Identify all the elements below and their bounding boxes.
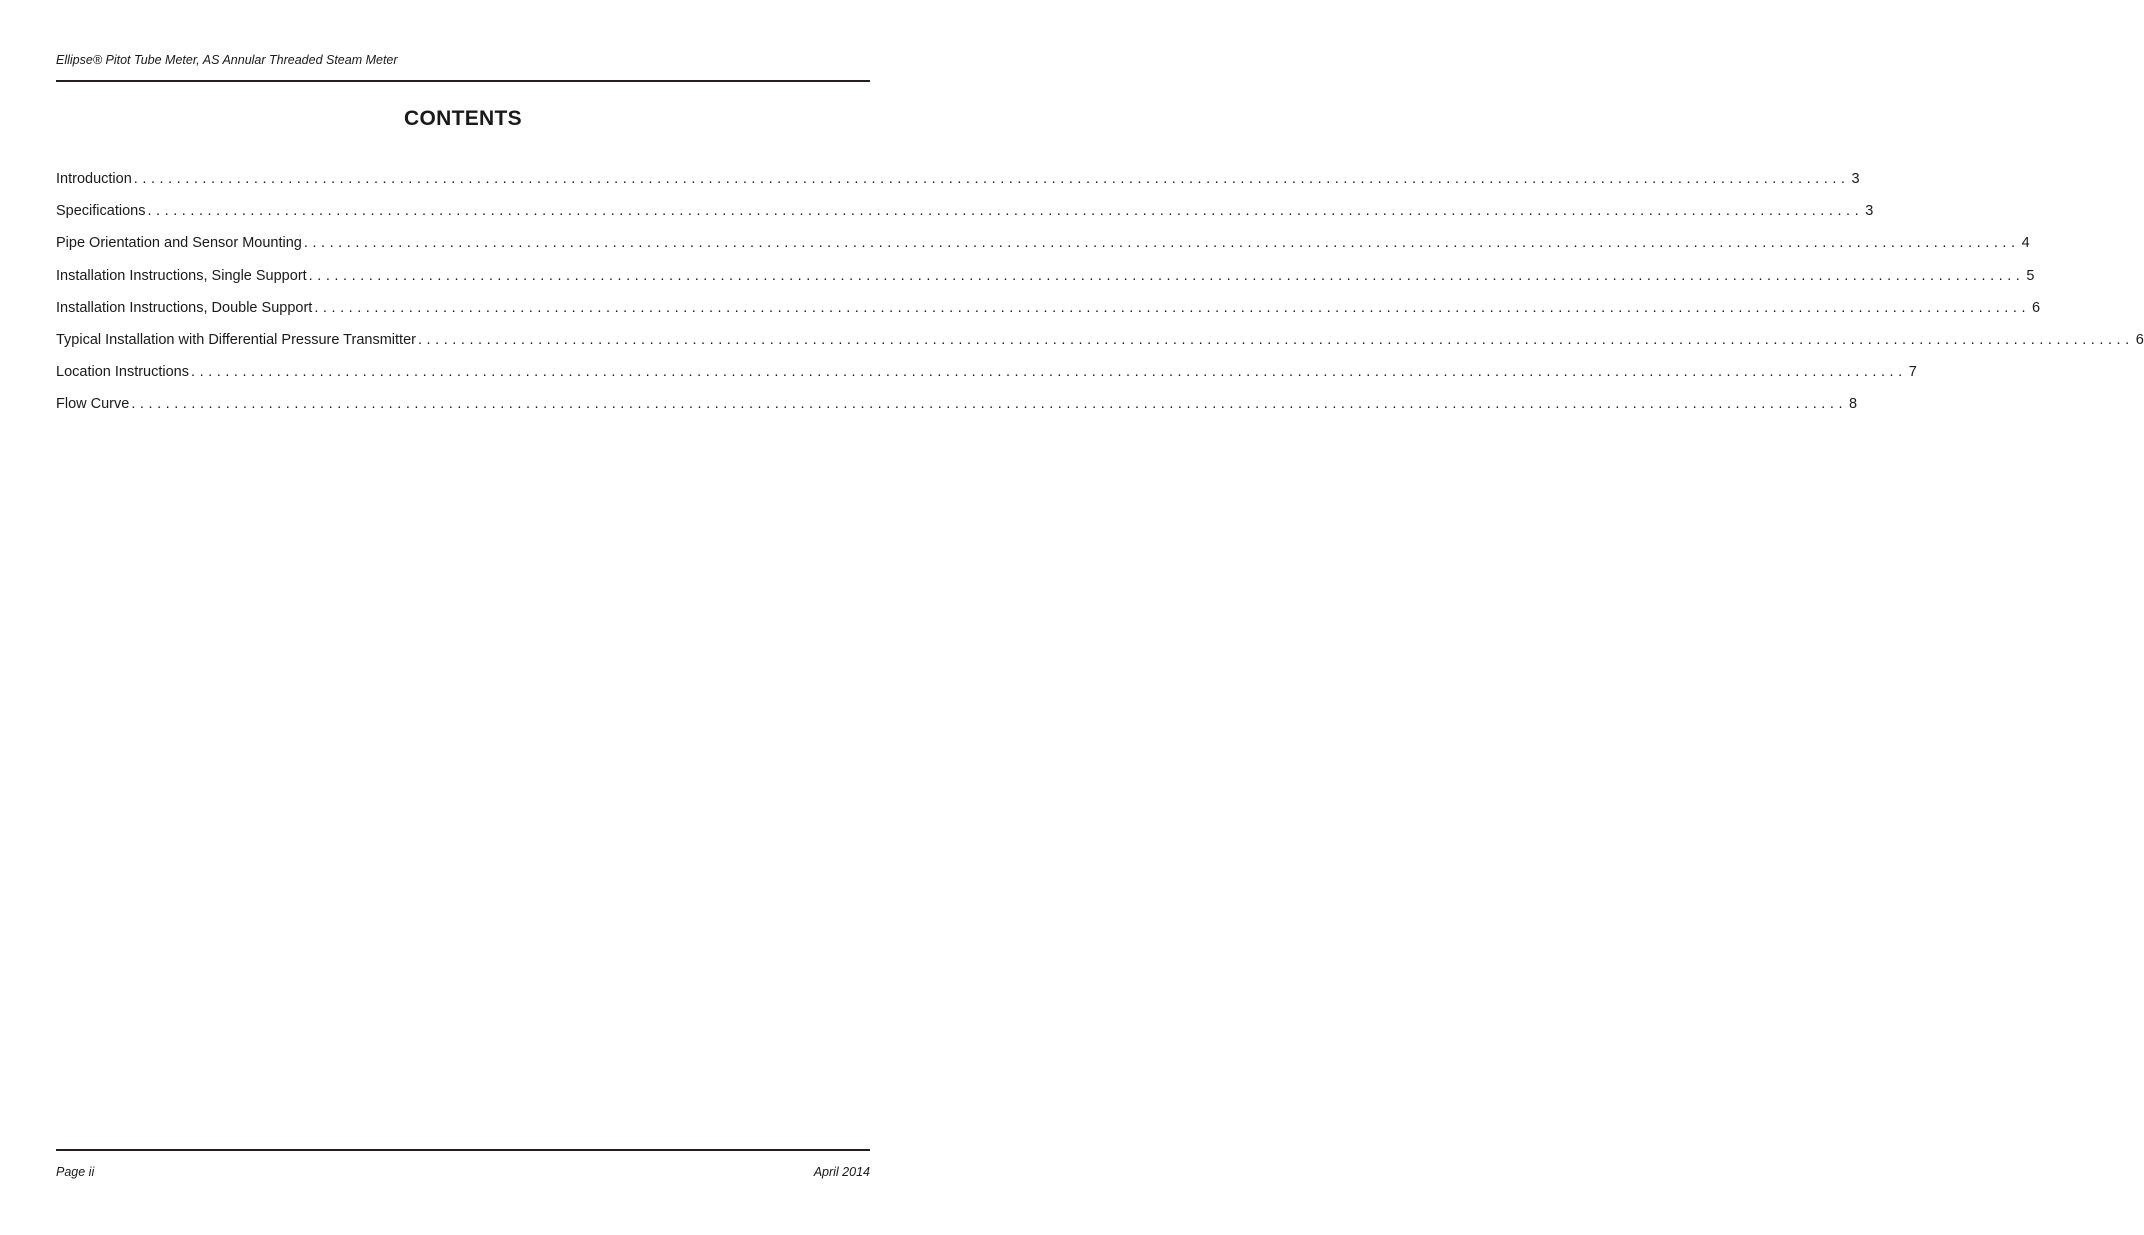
toc-entry-single-support[interactable]	[56, 267, 2035, 300]
toc-entry-label: Installation Instructions, Single Support	[56, 267, 307, 284]
toc-leader-dots: ........................................................................................................................................................................................................	[308, 267, 2025, 284]
toc-entry-location-instructions[interactable]	[56, 364, 1917, 396]
toc-leader-dots: ........................................................................................................................................................................................................	[191, 364, 1907, 381]
toc-entry-page: 3	[1851, 171, 1860, 187]
toc-leader-dots: ........................................................................................................................................................................................................	[314, 299, 2031, 316]
toc-entry-label: Introduction	[56, 171, 132, 187]
toc-leader-dots: ........................................................................................................................................................................................................	[147, 203, 1864, 220]
footer-rule	[56, 1149, 870, 1151]
header-rule	[56, 80, 870, 82]
contents-heading: CONTENTS	[404, 107, 522, 130]
toc-entry-page: 3	[1865, 203, 1874, 220]
toc-entry-page: 8	[1849, 396, 1858, 413]
toc-entry-label: Flow Curve	[56, 396, 130, 413]
toc-entry-label: Specifications	[56, 203, 146, 220]
toc-entry-page: 6	[2032, 299, 2041, 316]
toc-entry-label: Location Instructions	[56, 364, 189, 381]
toc-leader-dots: ........................................................................................................................................................................................................	[303, 235, 2020, 252]
toc-entry-label: Typical Installation with Differential Pressure Transmitter	[56, 331, 416, 348]
running-header: Ellipse® Pitot Tube Meter, AS Annular Threaded Steam Meter	[56, 53, 398, 67]
toc-entry-page: 5	[2026, 267, 2035, 284]
toc-leader-dots: ........................................................................................................................................................................................................	[133, 171, 1850, 187]
toc-leader-dots: ........................................................................................................................................................................................................	[417, 331, 2134, 348]
toc-entry-label: Pipe Orientation and Sensor Mounting	[56, 235, 302, 252]
publication-date: April 2014	[813, 1165, 870, 1179]
toc-entry-flow-curve[interactable]	[56, 396, 1858, 428]
toc-entry-page: 6	[2135, 331, 2144, 348]
toc-entry-page: 4	[2021, 235, 2030, 252]
toc-entry-page: 7	[1908, 364, 1917, 381]
toc-entry-double-support[interactable]	[56, 299, 2041, 332]
toc-entry-pipe-orientation[interactable]	[56, 235, 2030, 267]
toc-entry-label: Installation Instructions, Double Support	[56, 299, 313, 316]
toc-entry-typical-installation[interactable]	[56, 331, 2144, 364]
page-number: Page ii	[56, 1165, 95, 1179]
toc-entry-specifications[interactable]	[56, 203, 1874, 235]
table-of-contents	[56, 171, 2144, 429]
toc-entry-introduction[interactable]	[56, 171, 1860, 203]
toc-leader-dots: ........................................................................................................................................................................................................	[131, 396, 1848, 413]
